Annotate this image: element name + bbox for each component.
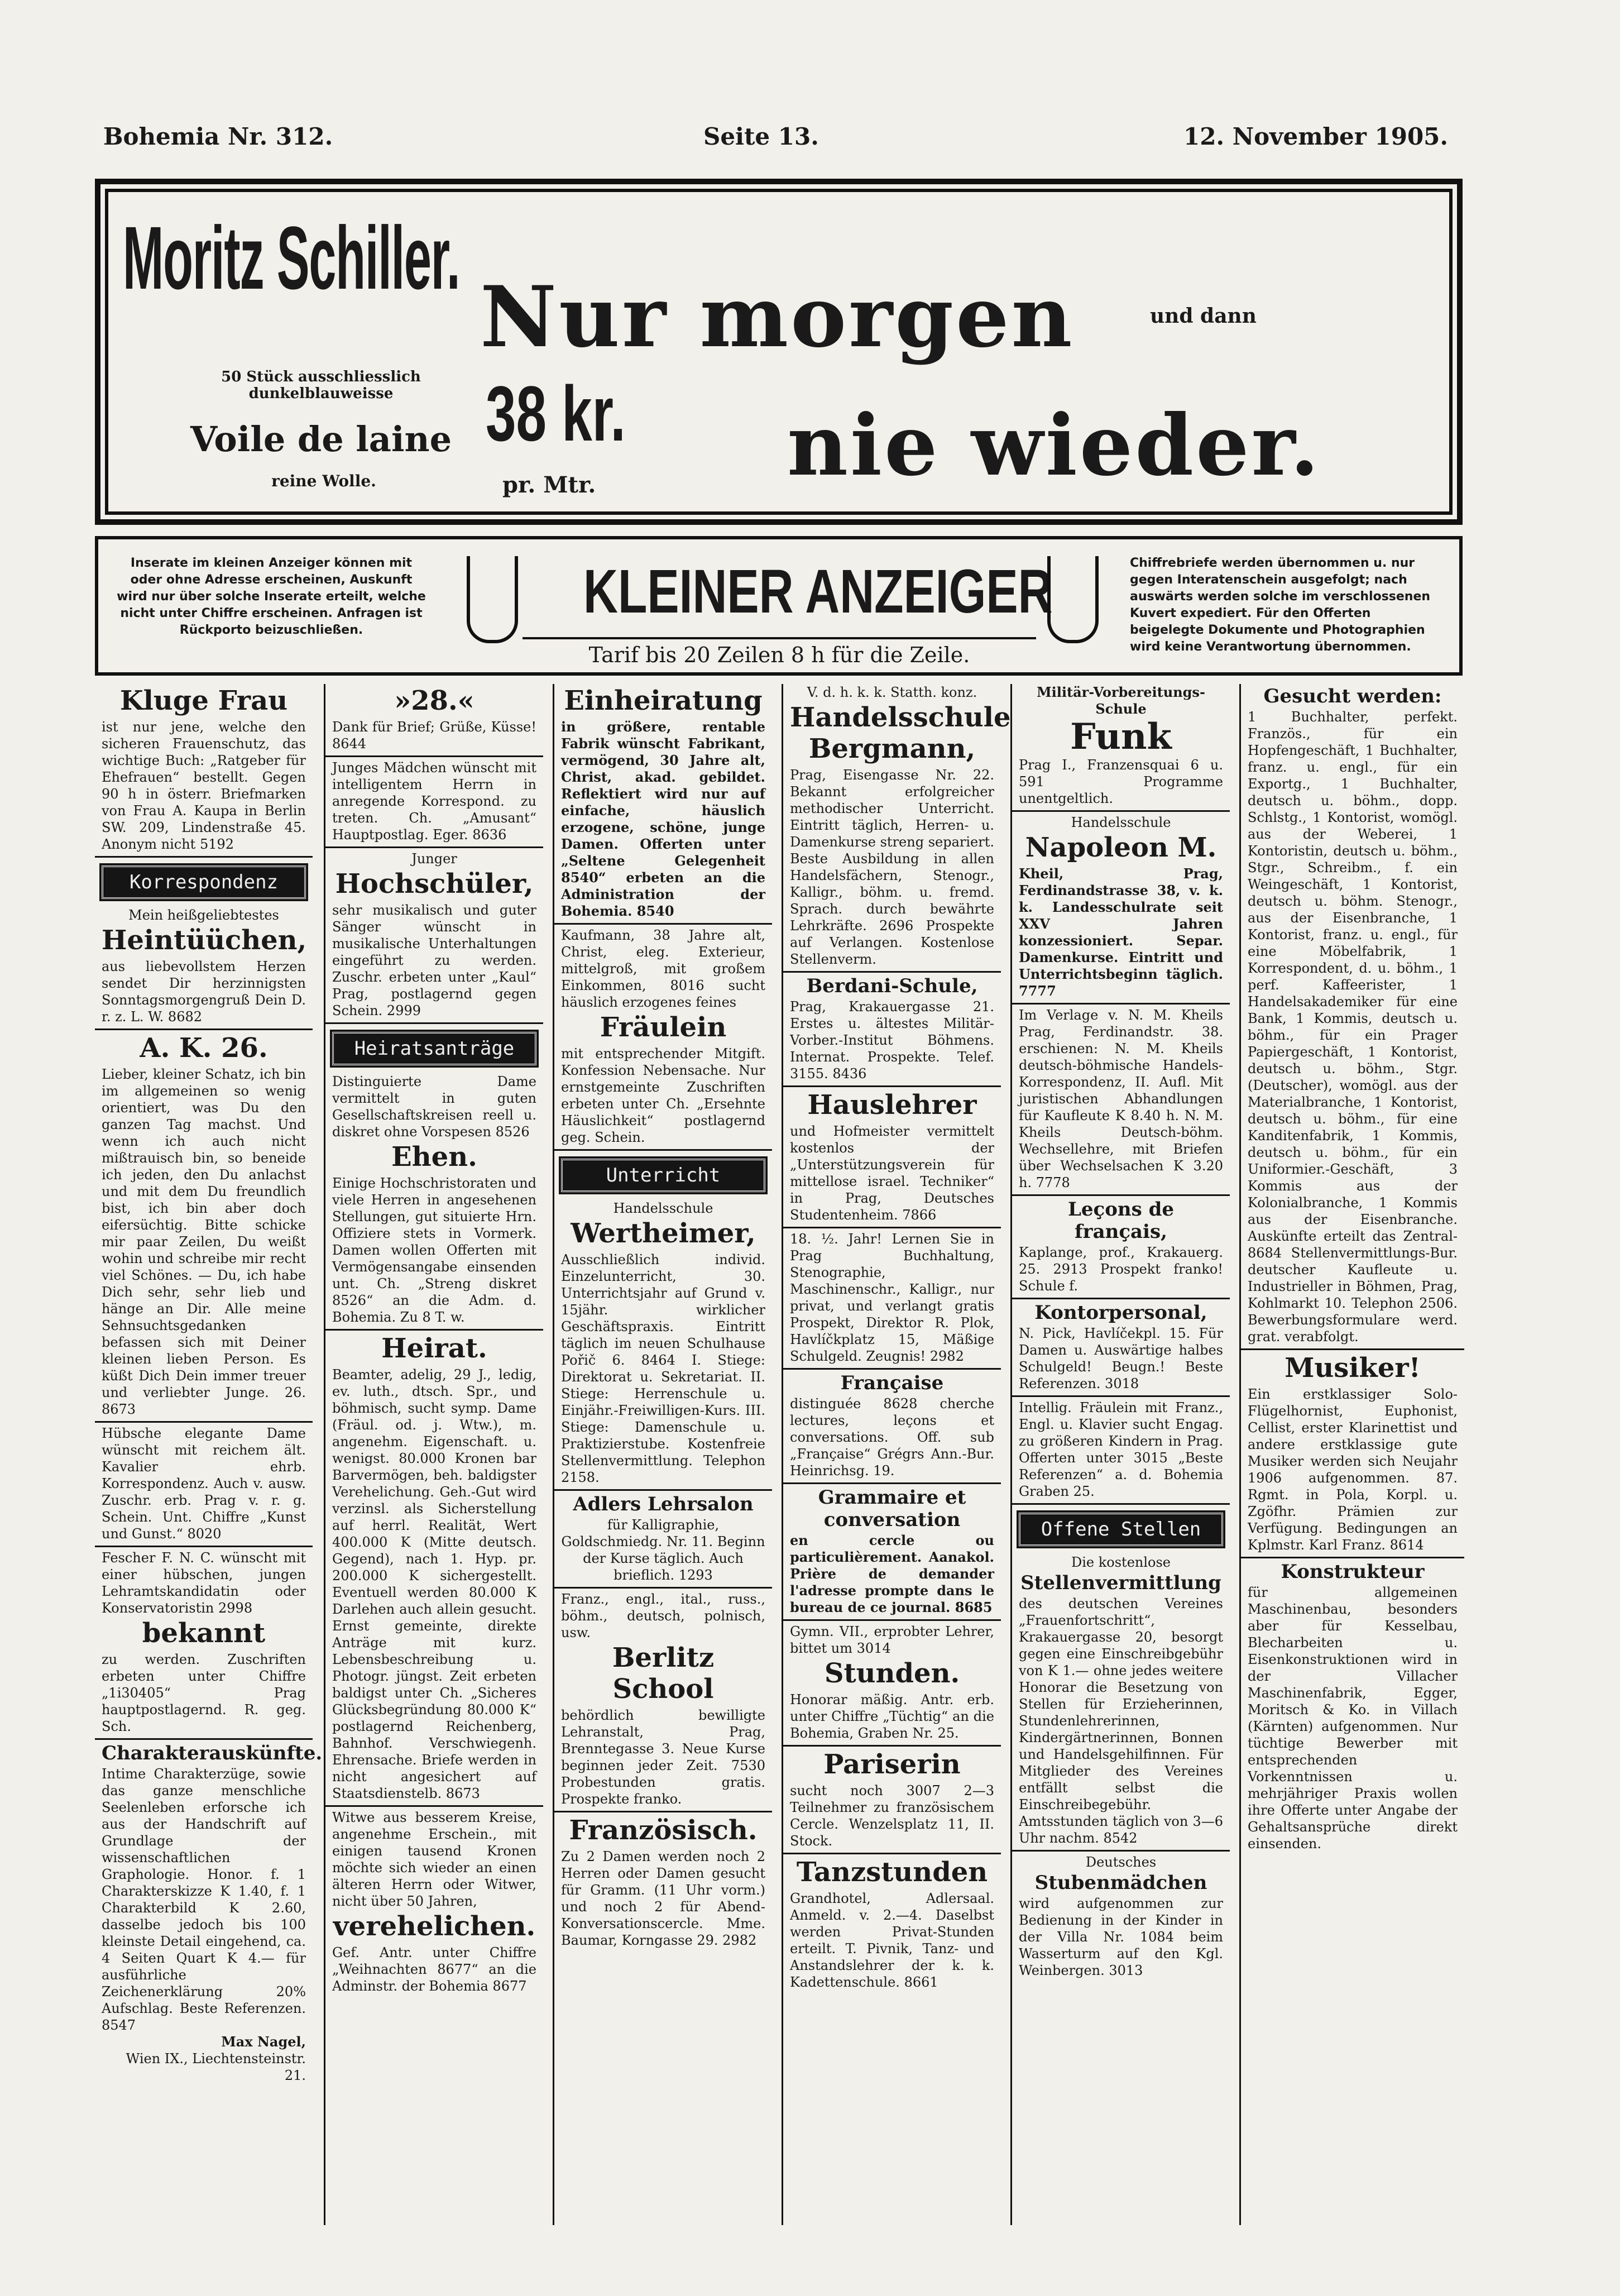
ad-pre: Junger [411,851,457,867]
ad-lecons [1012,1198,1230,1299]
ornament-right [1047,556,1099,643]
ad-text: Distinguierte Dame vermittelt in guten Gesellschaftskreisen reell u. diskret ohne Vorspesen 8526 [332,1074,536,1140]
ad-text: Ausschließlich individ. Einzelunterricht, 30. Unterrichtsjahr auf Grund v. 15jähr. wirklicher Geschäftspraxis. Eintritt täglich im neuen Schulhause Pořič 6. 8464 I. Stiege: Direktorat u. Sekretariat. II. Stiege: Herrenschule u. Einjähr.-Freiwilligen-Kurs. III. Stiege: Damenschule u. Praktizierstube. Kostenfreie Stellenvermittlung. Telephon 2158. [561,1252,765,1485]
ad-fraeulein [554,927,772,1151]
column-1 [95,684,323,2225]
ad-text: Fescher F. N. C. wünscht mit einer hübschen, jungen Lehramtskandidatin oder Konservatoristin 2998 [102,1550,306,1616]
ad-text: Honorar mäßig. Antr. erb. unter Chiffre „Tüchtig“ an die Bohemia, Graben Nr. 25. [790,1692,994,1741]
ad-kluge-frau [95,685,313,858]
ad-title: Funk [1070,716,1172,758]
ad-text: distinguée 8628 cherche lectures, leçons et conversations. Off. sub „Française“ Grégrs Ann.-Bur. Heinrichsg. 19. [790,1396,994,1479]
issue-date: 12. November 1905. [1183,123,1449,150]
ka-left-note: Inserate im kleinen Anzeiger können mit oder ohne Adresse erscheinen, Auskunft wird nur über solche Inserate erteilt, welche nicht unter Chiffre erscheinen. Anfragen ist Rückporto beizuschließen. [117,556,426,637]
ad-title: »28.« [394,685,475,716]
ad-text: Kaplange, prof., Krakauerg. 25. 2913 Prospekt franko! Schule f. [1019,1245,1223,1294]
ad-text: 1 Buchhalter, perfekt. Französ., für ein Hopfengeschäft, 1 Buchhalter, franz. u. engl., für ein Exportg., 1 Buchhalter, deutsch u. böhm., dopp. Schlstg., 1 Kontorist, womögl. aus der Weberei, 1 Kontoristin, deutsch u. böhm., Stgr., Schreibm., f. ein Weingeschäft, 1 Kontorist, deutsch u. böhm. Stenogr., aus der Eisenbranche, 1 Kontorist, franz. u. engl., für eine Möbelfabrik, 1 Korrespondent, d. u. böhm., 1 perf. Kaffeerister, 1 Handelsakademiker für eine Bank, 1 Kommis, deutsch u. böhm., für ein Prager Papiergeschäft, 1 Kontorist, deutsch u. böhm., Stgr. (Deutscher), womögl. aus der Materialbranche, 1 Kontorist, deutsch u. böhm., für eine Kanditenfabrik, 1 Kommis, deutsch u. böhm., für ein Uniformier.-Geschäft, 3 Kommis aus der Kolonialbranche, 1 Kommis aus der Eisenbranche. Auskünfte erteilt das Zentral- 8684 Stellenvermittlungs-Bur. deutscher Kaufleute u. Industrieller in Böhmen, Prag, Kohlmarkt 10. Telephon 2506. Bewerbungsformulare werd. grat. verabfolgt. [1248,709,1458,1345]
ad-text: des deutschen Vereines „Frauenfortschritt“, Krakauergasse 20, besorgt gegen eine Einschreibgebühr von K 1.— ohne jedes weitere Honorar die Besetzung von Stellen für Erzieherinnen, Stundenlehrerinnen, Kindergärtnerinnen, Bonnen und Handelsgehilfinnen. Für Mitglieder des Vereines entfällt selbst die Einschreibegebühr. Amtsstunden täglich von 3—6 Uhr nachm. 8542 [1019,1596,1223,1846]
ad-funk [1012,684,1230,812]
ad-huebsche-dame [95,1425,313,1547]
ad-text: Prag, Eisengasse Nr. 22. Bekannt erfolgreicher methodischer Unterricht. Eintritt täglich, Herren- u. Damenkurse streng separiert. Beste Ausbildung in allen Handelsfächern, Stenogr., Kalligr., böhm. u. fremd. Sprach. durch bewährte Lehrkräfte. 2696 Prospekte auf Verlangen. Kostenlose Stellenverm. [790,767,994,967]
ad-title: bekannt [142,1618,266,1649]
ad-title: Heintüüchen, [102,925,307,956]
ad-ehen [325,1073,543,1331]
page-header [95,123,1463,156]
ad-text: Ein erstklassiger Solo-Flügelhornist, Euphonist, Cellist, erster Klarinettist und andere erstklassige gute Musiker werden sich Neujahr 1906 aufgenommen. 87. Rgmt. in Pola, Korpl. u. Zgöfhr. Prämien zur Verfügung. Bedingungen an Kplmstr. Karl Franz. 8614 [1248,1386,1458,1553]
ad-material: reine Wolle. [271,472,376,490]
ad-columns [95,684,1463,2225]
ad-title: Konstrukteur [1281,1561,1425,1583]
ad-pre: Deutsches [1085,1854,1157,1870]
ad-title: Leçons de français, [1067,1198,1175,1243]
ad-text: Intellig. Fräulein mit Franz., Engl. u. Klavier sucht Engag. zu größeren Kindern in Prag. Offerten unter 3015 „Beste Referenzen“ a. d. Bohemia Graben 25. [1019,1400,1223,1499]
ad-price: 38 kr. [486,370,626,457]
ad-text: 18. ½. Jahr! Lernen Sie in Prag Buchhaltung, Stenographie, Maschinenschr., Kalligr., nur privat, und verlangt gratis Prospekt, Direktor R. Plok, Havlíčkplatz 15, Mäßige Schulgeld. Zeugnis! 2982 [790,1231,994,1364]
ad-text: behördlich bewilligte Lehranstalt, Prag, Brenntegasse 3. Neue Kurse beginnen jeder Zeit. 7530 Probestunden gratis. Prospekte franko. [561,1707,765,1807]
ad-text: Prag I., Franzensquai 6 u. 591 Programme unentgeltlich. [1019,757,1223,806]
column-3 [553,684,772,2225]
ad-grammaire [783,1486,1001,1621]
ad-kontorpersonal [1012,1302,1230,1397]
top-advertisement [95,179,1463,525]
ad-text: sehr musikalisch und guter Sänger wünscht in musikalische Unterhaltungen eingeführt zu werden. Zuschr. erbeten unter „Kaul“ Prag, postlagernd gegen Schein. 2999 [332,902,536,1018]
ad-konstrukteur [1241,1561,1464,1855]
ad-title: Einheiratung [564,685,763,716]
ad-text: sucht noch 3007 2—3 Teilnehmer zu französischem Cercle. Wenzelsplatz 11, II. Stock. [790,1783,994,1849]
ad-text: Dank für Brief; Grüße, Küsse! 8644 [332,719,536,752]
column-6 [1239,684,1464,2225]
section-korrespondenz: Korrespondenz [102,865,306,899]
ad-text: Kaufmann, 38 Jahre alt, Christ, eleg. Exterieur, mittelgroß, mit großem Einkommen, 8016 sucht häuslich erzogenes feines [561,927,765,1010]
ad-title: A. K. 26. [140,1032,268,1064]
ad-pre: Die kostenlose [1071,1554,1171,1570]
ad-text: wird aufgenommen zur Bedienung in der Kinder in der Villa Nr. 1084 beim Wasserturm auf den Kgl. Weinbergen. 3013 [1019,1896,1223,1978]
column-2 [324,684,543,2225]
ad-gesucht-werden [1241,685,1464,1350]
ad-heintuechen [95,907,313,1030]
ad-text: N. Pick, Havlíčekpl. 15. Für Damen u. Auswärtige halbes Schulgeld! Beugn.! Beste Referenzen. 3018 [1019,1326,1223,1391]
section-heiratsantraege: Heiratsanträge [332,1032,536,1065]
ad-title: Charakterauskünfte. [102,1742,323,1764]
ad-text: Franz., engl., ital., russ., böhm., deutsch, polnisch, usw. [561,1591,765,1640]
ad-title: Heirat. [381,1333,487,1364]
ad-title: Kluge Frau [119,685,288,716]
ad-kheil-verlag [1012,1007,1230,1196]
ad-charakterauskuenfte [95,1742,323,2087]
ka-title: KLEINER ANZEIGER [583,557,1053,626]
ad-pre: Mein heißgeliebtestes [128,907,279,923]
ad-stunden [783,1623,1001,1747]
section-unterricht: Unterricht [561,1159,765,1192]
ad-title: Gesucht werden: [1263,685,1442,707]
ad-text: Junges Mädchen wünscht mit intelligentem Herrn in anregende Korrespond. zu treten. Ch. „Amusant“ Hauptpostlag. Eger. 8636 [332,760,536,843]
ad-pre: Handelsschule [1071,815,1171,830]
ad-buchhaltung [783,1231,1001,1370]
ad-hochschueler [325,850,543,1024]
ad-text: für allgemeinen Maschinenbau, besonders aber für Kesselbau, Blecharbeiten u. Eisenkonstruktionen wird in der Villacher Maschinenfabrik, Egger, Moritsch & Ko. in Villach (Kärnten) aufgenommen. Nur tüchtige Bewerber mit entsprechenden Vorkenntnissen u. mehrjähriger Praxis wollen ihre Offerte unter Angabe der Gehaltsansprüche direkt einsenden. [1248,1585,1458,1852]
ad-product: Voile de laine [190,419,452,460]
ad-title: Stellenvermittlung [1020,1572,1221,1594]
ad-napoleon [1012,814,1230,1004]
ad-price-unit: pr. Mtr. [502,472,596,498]
ad-wertheimer [554,1200,772,1491]
ad-und-dann: und dann [1150,304,1257,328]
ad-text: und Hofmeister vermittelt kostenlos der „Unterstützungsverein für mittellose israel. Techniker“ in Prag, Deutsches Studentenheim. 7866 [790,1123,994,1223]
ad-title: Hochschüler, [335,868,534,900]
ad-text: Prag, Krakauergasse 21. Erstes u. ältestes Militär-Vorber.-Institut Böhmens. Internat. Prospekte. Telef. 3155. 8436 [790,999,994,1082]
ad-title: Berlitz School [612,1642,715,1705]
ad-address: Wien IX., Liechtensteinstr. 21. [126,2051,306,2083]
newspaper-page [95,112,1463,2222]
ad-pre: Handelsschule [613,1200,713,1216]
ad-headline-2: nie wieder. [787,396,1322,495]
ad-pre: V. d. h. k. k. Statth. konz. [807,685,977,700]
ad-text: Einige Hochschristoraten und viele Herren in angesehenen Stellungen, gut situierte Hrn. Offiziere stets in Vormerk. Damen wollen Offerten mit Vermögensangabe einsenden unt. Ch. „Streng diskret 8526“ an die Adm. d. Bohemia. Zu 8 T. w. [332,1175,536,1325]
ad-text: Kheil, Prag, Ferdinandstrasse 38, v. k. k. Landesschulrate seit XXV Jahren konzessioniert. Separ. Damenkurse. Eintritt und Unterrichtsbeginn täglich. 7777 [1019,865,1223,999]
ad-bekannt [95,1549,313,1740]
section-offene-stellen: Offene Stellen [1019,1513,1223,1546]
ad-franzoesisch [554,1815,772,1952]
ad-headline-1: Nur morgen [480,268,1075,366]
ad-heirat [325,1333,543,1807]
ad-title: Französisch. [569,1815,758,1846]
ad-pariserin [783,1749,1001,1854]
ad-text: in größere, rentable Fabrik wünscht Fabrikant, vermögend, 30 Jahre alt, Christ, akad. gebildet. Reflektiert wird nur auf einfache, häuslich erzogene, schöne, junge Damen. Offerten unter „Seltene Gelegenheit 8540“ erbeten an die Administration der Bohemia. 8540 [561,719,765,919]
ad-title: verehelichen. [333,1911,536,1942]
ad-text: Gef. Antr. unter Chiffre „Weihnachten 8677“ an die Adminstr. der Bohemia 8677 [332,1945,536,1994]
ad-title: Handelsschule Bergmann, [790,702,1011,764]
ad-text: en cercle ou particulièrement. Aanakol. Prière de demander l'adresse prompte dans le bureau de ce journal. 8685 [790,1532,994,1615]
ad-bergmann [783,684,1011,973]
ad-text: mit entsprechender Mitgift. Konfession Nebensache. Nur ernstgemeinte Zuschriften erbeten unter Ch. „Ersehnte Häuslichkeit“ postlagernd geg. Schein. [561,1046,765,1145]
page-number: Seite 13. [703,123,819,150]
ad-stellenvermittlung [1012,1554,1230,1852]
column-4 [782,684,1011,2225]
ad-text: Zu 2 Damen werden noch 2 Herren oder Damen gesucht für Gramm. (11 Uhr vorm.) und noch 2 für Abend-Konversationscercle. Mme. Baumar, Korngasse 29. 2982 [561,1849,765,1948]
ad-title: Fräulein [600,1012,727,1043]
ad-brand: Moritz Schiller. [123,208,460,308]
ad-text: Gymn. VII., erprobter Lehrer, bittet um 3014 [790,1624,994,1656]
ad-title: Stunden. [824,1658,960,1689]
kleiner-anzeiger-banner [95,536,1463,676]
ad-musiker [1241,1352,1464,1558]
ad-28 [325,685,543,757]
ad-stubenmaedchen [1012,1854,1230,1982]
ad-adlers-lehrsalon [554,1493,772,1589]
ad-title: Napoleon M. [1025,832,1217,863]
ad-title: Wertheimer, [571,1218,756,1249]
ad-pre: Militär-Vorbereitungs-Schule [1037,684,1205,717]
ad-einheiratung [554,685,772,925]
ad-title: Française [840,1372,944,1394]
ad-text: zu werden. Zuschriften erbeten unter Chiffre „1i30405“ Prag hauptpostlagernd. R. geg. Sch. [102,1652,306,1734]
ad-text: für Kalligraphie, Goldschmiedg. Nr. 11. Beginn der Kurse täglich. Auch brieflich. 1293 [561,1517,765,1583]
ad-text: Beamter, adelig, 29 J., ledig, ev. luth., dtsch. Spr., und böhmisch, sucht symp. Dame (Fräul. od. j. Wtw.), m. angenehm. Eigenschaft. u. wenigst. 80.000 Kronen bar Barvermögen, beh. baldigster Verehelichung. Geh.-Gut wird verzinsl. als Sicherstellung auf herrl. Realität, Wert 400.000 K (Mitte deutsch. Gegend), nach 1. Hyp. pr. 200.000 K sichergestellt. Eventuell werden 80.000 K Darlehen auch allein gesucht. Ernst gemeinte, direkte Anträge mit kurz. Lebensbeschreibung u. Photogr. jüngst. Zeit erbeten baldigst unter Ch. „Sicheres Glücksbegründung 80.000 K“ postlagernd Reichenberg, Bahnhof. Verschwiegenh. Ehrensache. Briefe werden in nicht angesichert auf Staatsdienstelb. 8673 [332,1367,536,1801]
ad-title: Hauslehrer [807,1089,977,1121]
ad-text: Hübsche elegante Dame wünscht mit reichem ält. Kavalier ehrb. Korrespondenz. Auch v. ausw. Zuschr. erb. Prag v. r. g. Schein. Unt. Chiffre „Kunst und Gunst.“ 8020 [102,1426,306,1542]
ad-title: Tanzstunden [796,1857,988,1888]
ad-title: Stubenmädchen [1034,1872,1207,1894]
ad-intellig-fraeulein [1012,1399,1230,1505]
ad-text: Witwe aus besserem Kreise, angenehme Erschein., mit einigen tausend Kronen möchte sich wieder an einen älteren Herrn oder Witwer, nicht über 50 Jahren, [332,1810,536,1909]
ad-title: Grammaire et conversation [818,1486,966,1531]
ornament-left [467,556,518,643]
ad-francaise [783,1372,1001,1484]
ad-text: Im Verlage v. N. M. Kheils Prag, Ferdinandstr. 38. erschienen: N. M. Kheils deutsch-böhmische Handels-Korrespondenz, II. Aufl. Mit juristischen Abhandlungen für Kaufleute K 8.40 h. N. M. Kheils Deutsch-böhm. Wechsellehre, mit Briefen über Wechselsachen K 3.20 h. 7778 [1019,1007,1223,1190]
ad-title: Musiker! [1285,1352,1421,1384]
ad-title: Berdani-Schule, [806,975,978,997]
ad-title: Ehen. [391,1141,477,1173]
ad-berdani-schule [783,975,1001,1087]
ad-junges-maedchen [325,759,543,848]
ad-title: Adlers Lehrsalon [573,1493,754,1515]
ad-ak26 [95,1032,313,1423]
ad-text: ist nur jene, welche den sicheren Frauenschutz, das wichtige Buch: „Ratgeber für Ehefrauen“ bestellt. Gegen 90 h in österr. Briefmarken von Frau A. Kaupa in Berlin SW. 209, Lindenstraße 45. Anonym nicht 5192 [102,719,306,852]
ad-title: Pariserin [823,1749,961,1780]
ka-tarif: Tarif bis 20 Zeilen 8 h für die Zeile. [523,637,1036,667]
ad-text: aus liebevollstem Herzen sendet Dir herzinnigsten Sonntagsmorgengruß Dein D. r. z. L. W. 8682 [102,959,306,1025]
ad-signature: Max Nagel, [221,2034,306,2050]
ka-right-note: Chiffrebriefe werden übernommen u. nur gegen Interatenschein ausgefolgt; nach auswärts werden solche im verschlossenen Kuvert expediert. Für den Offerten beigelegte Dokumente und Photographien wird keine Verantwortung übernommen. [1130,556,1431,654]
ad-title: Kontorpersonal, [1034,1302,1207,1324]
ad-text: Grandhotel, Adlersaal. Anmeld. v. 2.—4. Daselbst werden Privat-Stunden erteilt. T. Pivnik, Tanz- und Anstandslehrer der k. k. Kadettenschule. 8661 [790,1891,994,1990]
ad-text: Intime Charakterzüge, sowie das ganze menschliche Seelenleben erforsche ich aus der Handschrift auf Grundlage der wissenschaftlichen Graphologie. Honor. f. 1 Charakterskizze K 1.40, f. 1 Charakterbild K 2.60, dasselbe jedoch bis 100 kleinste Detail eingehend, ca. 4 Seiten Quart K 4.— für ausführliche Zeichenerklärung 20% Aufschlag. Beste Referenzen. 8547 [102,1766,306,2033]
ad-text: Lieber, kleiner Schatz, ich bin im allgemeinen so wenig orientiert, was Du den ganzen Tag machst. Und wenn ich auch nicht mißtrauisch bin, so beneide ich jeden, den Du anlachst und mit dem Du freundlich bist, ich bin aber doch eifersüchtig. Bitte schicke mir paar Zeilen, Du weißt wohin und schreibe mir recht viel Schönes. — Du, ich habe Dich sehr, sehr lieb und hänge an Dir. Alle meine Sehnsuchtsgedanken befassen sich mit Deiner kleinen lieben Person. Es küßt Dich Dein immer treuer und verliebter Junge. 26. 8673 [102,1066,306,1417]
ad-berlitz-school [554,1591,772,1812]
ad-tanzstunden [783,1857,1001,1994]
ad-hauslehrer [783,1089,1001,1228]
issue-number: Bohemia Nr. 312. [103,123,333,150]
ad-pieces: 50 Stück ausschliesslich dunkelblauweisse [221,369,421,402]
column-5 [1010,684,1230,2225]
ad-witwe [325,1809,543,1998]
